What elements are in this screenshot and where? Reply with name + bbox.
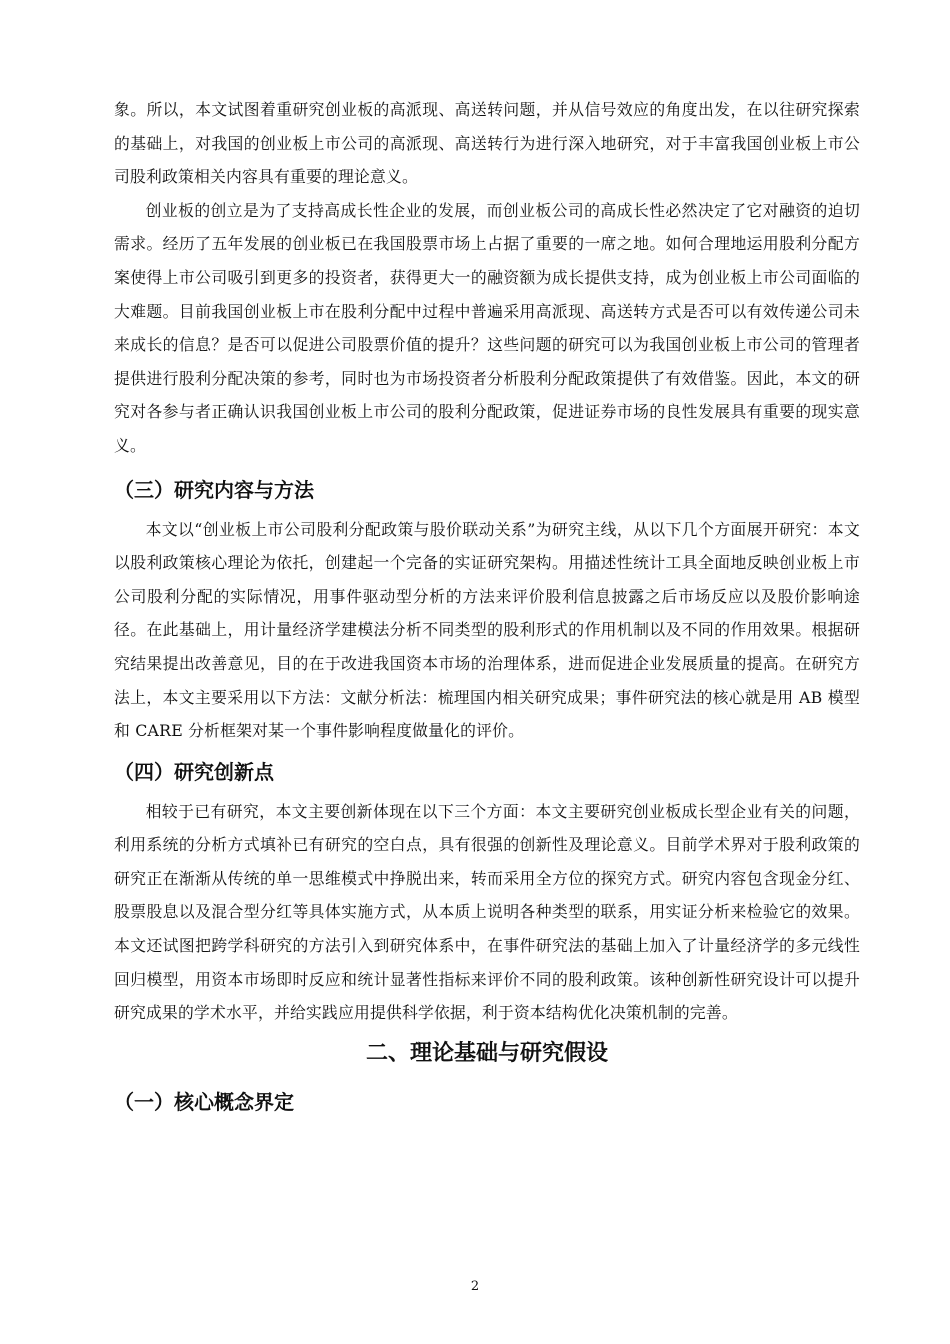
document-body	[114, 93, 860, 1116]
section-heading-innovation: （四）研究创新点	[114, 759, 274, 784]
paragraph-innovation: 相较于已有研究，本文主要创新体现在以下三个方面：本文主要研究创业板成长型企业有关的问题，利用系统的分析方式填补已有研究的空白点，具有很强的创新性及理论意义。目前学术界对于股利政策的研究正在渐渐从传统的单一思维模式中挣脱出来，转而采用全方位的探究方式。研究内容包含现金分红、股票股息以及混合型分红等具体实施方式，从本质上说明各种类型的联系，用实证分析来检验它的效果。本文还试图把跨学科研究的方法引入到研究体系中，在事件研究法的基础上加入了计量经济学的多元线性回归模型，用资本市场即时反应和统计显著性指标来评价不同的股利政策。该种创新性研究设计可以提升研究成果的学术水平，并给实践应用提供科学依据，利于资本结构优化决策机制的完善。	[114, 801, 860, 1023]
paragraph-significance-theory: 象。所以，本文试图着重研究创业板的高派现、高送转问题，并从信号效应的角度出发，在以往研究探索的基础上，对我国的创业板上市公司的高派现、高送转行为进行深入地研究，对于丰富我国创业板上市公司股利政策相关内容具有重要的理论意义。	[114, 100, 860, 187]
section-heading-core-concepts: （一）核心概念界定	[114, 1089, 294, 1114]
paragraph-research-content: 本文以“创业板上市公司股利分配政策与股价联动关系”为研究主线，从以下几个方面展开研究：本文以股利政策核心理论为依托，创建起一个完备的实证研究架构。用描述性统计工具全面地反映创业板上市公司股利分配的实际情况，用事件驱动型分析的方法来评价股利信息披露之后市场反应以及股价影响途径。在此基础上，用计量经济学建模法分析不同类型的股利形式的作用机制以及不同的作用效果。根据研究结果提出改善意见，目的在于改进我国资本市场的治理体系，进而促进企业发展质量的提高。在研究方法上，本文主要采用以下方法：文献分析法：梳理国内相关研究成果；事件研究法的核心就是用 AB 模型和 CARE 分析框架对某一个事件影响程度做量化的评价。	[114, 519, 860, 741]
chapter-heading-theory: 二、理论基础与研究假设	[365, 1040, 608, 1066]
paragraph-significance-practice: 创业板的创立是为了支持高成长性企业的发展，而创业板公司的高成长性必然决定了它对融资的迫切需求。经历了五年发展的创业板已在我国股票市场上占据了重要的一席之地。如何合理地运用股利分配方案使得上市公司吸引到更多的投资者，获得更大一的融资额为成长提供支持，成为创业板上市公司面临的大难题。目前我国创业板上市在股利分配中过程中普遍采用高派现、高送转方式是否可以有效传递公司未来成长的信息？是否可以促进公司股票价值的提升？这些问题的研究可以为我国创业板上市公司的管理者提供进行股利分配决策的参考，同时也为市场投资者分析股利分配政策提供了有效借鉴。因此，本文的研究对各参与者正确认识我国创业板上市公司的股利分配政策，促进证券市场的良性发展具有重要的现实意义。	[114, 200, 860, 455]
page-number: 2	[470, 1279, 480, 1294]
section-heading-research-content: （三）研究内容与方法	[114, 477, 314, 502]
